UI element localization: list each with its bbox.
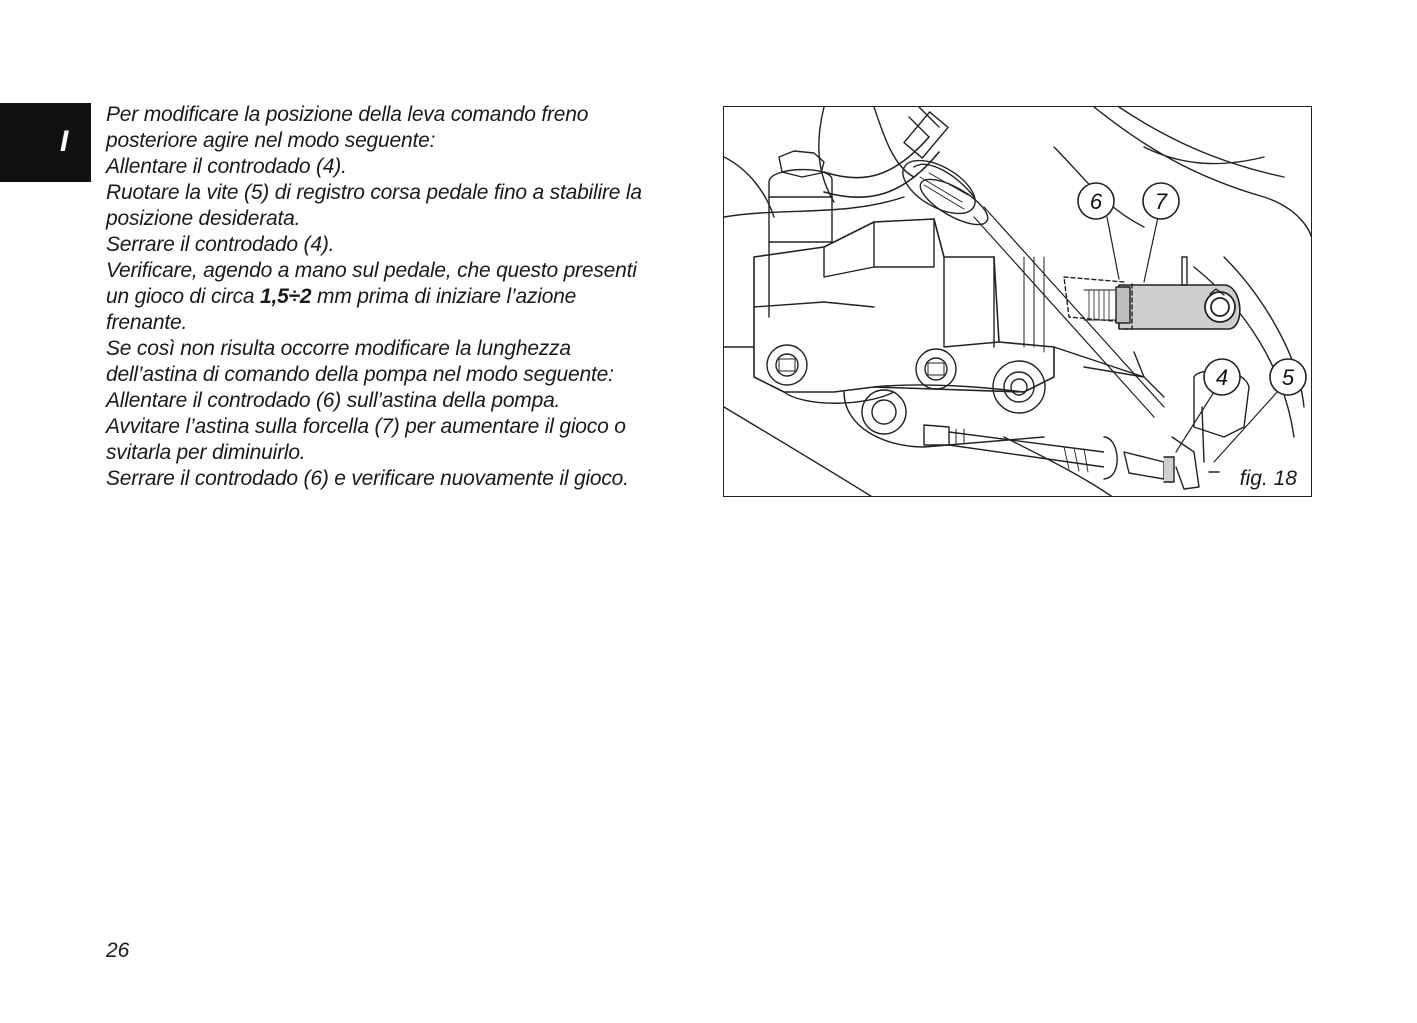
language-tab-label: I (60, 125, 69, 158)
instruction-line: frenante. (106, 311, 188, 334)
instruction-line: Allentare il controdado (6) sull’astina della pompa. (106, 389, 561, 412)
instruction-line: Avvitare l’astina sulla forcella (7) per aumentare il gioco o (106, 415, 626, 438)
instruction-line: Se così non risulta occorre modificare la lunghezza (106, 337, 571, 360)
callout-6: 6 (1089, 189, 1103, 214)
instruction-line: svitarla per diminuirlo. (106, 441, 306, 464)
callout-4: 4 (1215, 365, 1229, 390)
page-number: 26 (106, 939, 130, 962)
figure-caption: fig. 18 (1239, 467, 1297, 490)
play-text-after: mm prima di iniziare l’azione (311, 285, 577, 308)
instruction-line: Serrare il controdado (6) e verificare nuovamente il gioco. (106, 467, 629, 490)
instruction-line: dell’astina di comando della pompa nel modo seguente: (106, 363, 614, 386)
instruction-line: Per modificare la posizione della leva comando freno (106, 103, 589, 126)
figure-brake-pump (723, 106, 1312, 497)
instruction-line: posteriore agire nel modo seguente: (106, 129, 436, 152)
callout-7: 7 (1154, 189, 1168, 214)
instruction-line: Verificare, agendo a mano sul pedale, che questo presenti (106, 259, 637, 282)
instruction-text (106, 102, 706, 492)
callout-5: 5 (1281, 365, 1295, 390)
instruction-line: Ruotare la vite (5) di registro corsa pedale fino a stabilire la (106, 181, 642, 204)
brake-pump-illustration (724, 107, 1312, 497)
play-text-before: un gioco di circa (106, 285, 260, 308)
language-tab (0, 103, 91, 182)
instruction-line: Allentare il controdado (4). (106, 155, 347, 178)
instruction-line-play (106, 284, 706, 310)
instruction-line: Serrare il controdado (4). (106, 233, 335, 256)
play-value: 1,5÷2 (259, 285, 312, 308)
instruction-line: posizione desiderata. (106, 207, 301, 230)
